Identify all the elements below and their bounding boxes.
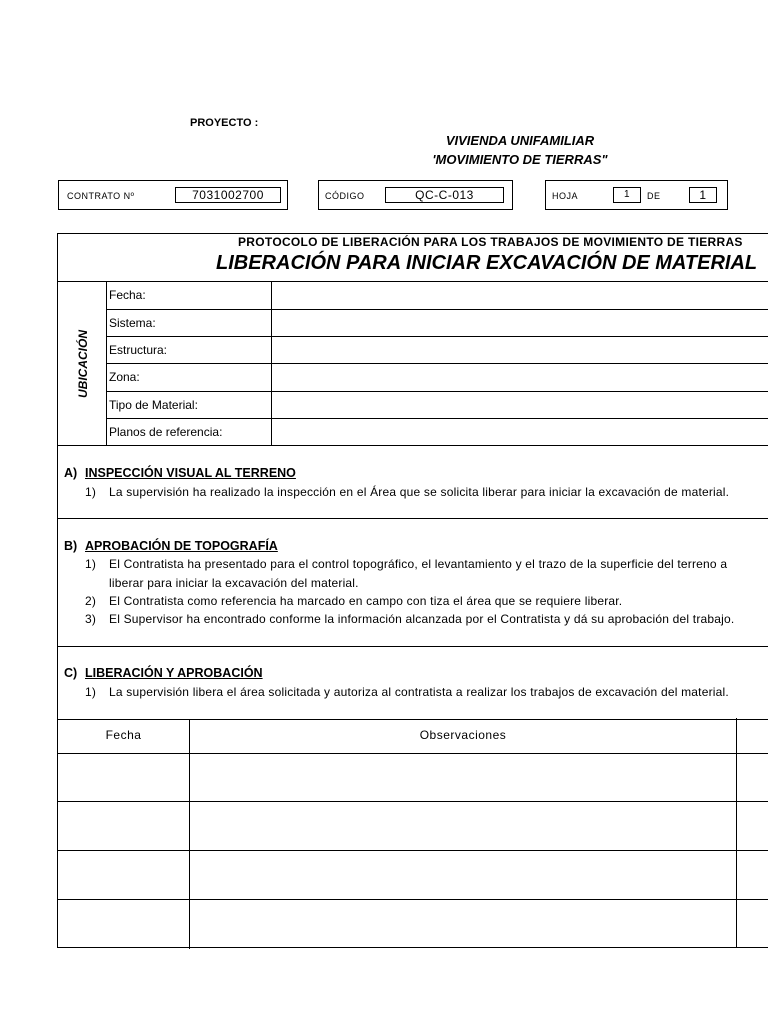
divider xyxy=(106,336,768,337)
divider xyxy=(58,281,768,282)
sheet-box xyxy=(545,180,728,210)
project-label: PROYECTO : xyxy=(190,117,259,129)
field-label-zone: Zona: xyxy=(109,370,140,384)
section-a-letter: A) xyxy=(64,466,78,480)
obs-col-observations-header: Observaciones xyxy=(419,728,507,742)
section-b-item-number: 2) xyxy=(85,594,97,608)
section-a-title: INSPECCIÓN VISUAL AL TERRENO xyxy=(85,466,296,480)
section-a-item-number: 1) xyxy=(85,485,97,499)
divider xyxy=(58,850,768,851)
section-b-item-text: El Supervisor ha encontrado conforme la información alcanzada por el Contratista y dá su aprobación del trabajo. xyxy=(109,612,735,626)
project-title-line-1: VIVIENDA UNIFAMILIAR xyxy=(445,133,595,148)
location-side-label: UBICACIÓN xyxy=(76,330,90,398)
protocol-subtitle: PROTOCOLO DE LIBERACIÓN PARA LOS TRABAJOS DE MOVIMIENTO DE TIERRAS xyxy=(238,235,743,249)
code-box xyxy=(318,180,513,210)
sheet-label: HOJA xyxy=(552,191,579,201)
sheet-number-field[interactable]: 1 xyxy=(613,187,641,203)
field-label-reference-plans: Planos de referencia: xyxy=(109,425,223,439)
section-b-item-text: liberar para iniciar la excavación del material. xyxy=(109,576,359,590)
section-b-item-text: El Contratista ha presentado para el control topográfico, el levantamiento y el trazo de la superficie del terreno a xyxy=(109,557,728,571)
obs-table-right-border xyxy=(736,718,737,948)
field-label-date: Fecha: xyxy=(109,288,146,302)
total-sheets-field[interactable]: 1 xyxy=(689,187,717,203)
section-c-letter: C) xyxy=(64,666,78,680)
section-b-item-number: 3) xyxy=(85,612,97,626)
contract-number-field[interactable]: 7031002700 xyxy=(175,187,281,203)
field-label-material-type: Tipo de Material: xyxy=(109,398,198,412)
section-b-letter: B) xyxy=(64,539,78,553)
field-label-structure: Estructura: xyxy=(109,343,168,357)
divider xyxy=(106,309,768,310)
section-b-title: APROBACIÓN DE TOPOGRAFÍA xyxy=(85,539,278,553)
divider xyxy=(58,801,768,802)
protocol-form xyxy=(57,233,768,948)
section-c-item-text: La supervisión libera el área solicitada y autoriza al contratista a realizar los trabajos de excavación del material. xyxy=(109,685,729,699)
section-b-item-text: El Contratista como referencia ha marcado en campo con tiza el área que se requiere liberar. xyxy=(109,594,623,608)
section-c-item-number: 1) xyxy=(85,685,97,699)
section-b-item-number: 1) xyxy=(85,557,97,571)
divider xyxy=(58,899,768,900)
field-label-system: Sistema: xyxy=(109,316,156,330)
divider xyxy=(58,646,768,647)
contract-box xyxy=(58,180,288,210)
of-label: DE xyxy=(647,191,661,201)
section-a-item-text: La supervisión ha realizado la inspección en el Área que se solicita liberar para iniciar la excavación de material. xyxy=(109,485,730,499)
contract-label: CONTRATO Nº xyxy=(67,191,135,201)
section-c-title: LIBERACIÓN Y APROBACIÓN xyxy=(85,666,263,680)
divider xyxy=(106,363,768,364)
code-label: CÓDIGO xyxy=(325,191,365,201)
divider xyxy=(58,753,768,754)
divider xyxy=(106,391,768,392)
obs-col-date-header: Fecha xyxy=(105,728,142,742)
protocol-title: LIBERACIÓN PARA INICIAR EXCAVACIÓN DE MATERIAL xyxy=(216,252,758,274)
divider xyxy=(58,518,768,519)
project-title-line-2: 'MOVIMIENTO DE TIERRAS" xyxy=(432,152,608,167)
divider xyxy=(58,719,768,720)
divider xyxy=(106,418,768,419)
divider xyxy=(58,445,768,446)
code-field[interactable]: QC-C-013 xyxy=(385,187,504,203)
